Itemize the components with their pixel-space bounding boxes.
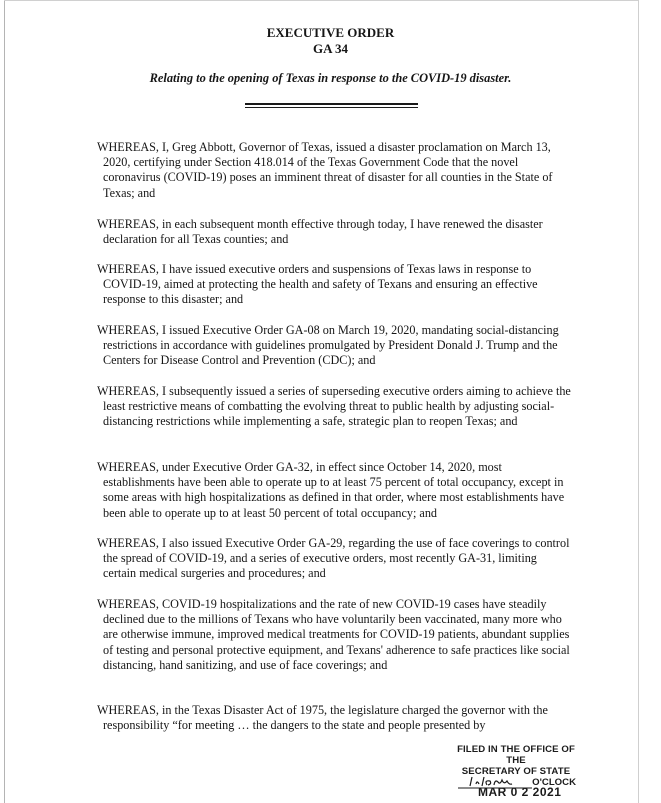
stamp-date: MAR 0 2 2021	[478, 785, 562, 799]
whereas-paragraph-6: WHEREAS, under Executive Order GA-32, in effect since October 14, 2020, most establishments have been able to operate up to at least 75 percent of total occupancy, except in some areas with high hospitalizations as defined in that order, where most establishments have been able to operate up to at least 50 percent of total occupancy; and	[97, 460, 565, 520]
whereas-paragraph-7: WHEREAS, I also issued Executive Order GA-29, regarding the use of face coverings to control the spread of COVID-19, and a series of executive orders, most recently GA-31, limiting certain medical surgeries and procedures; and	[97, 536, 570, 581]
document-subtitle: Relating to the opening of Texas in response to the COVID-19 disaster.	[149, 71, 512, 85]
document-title: EXECUTIVE ORDER	[266, 25, 395, 40]
title-divider-thick	[245, 103, 418, 105]
whereas-paragraph-9: WHEREAS, in the Texas Disaster Act of 1975, the legislature charged the governor with the responsibility “for meeting … the dangers to the state and people presented by	[97, 703, 548, 733]
whereas-paragraph-1: WHEREAS, I, Greg Abbott, Governor of Texas, issued a disaster proclamation on March 13, 2020, certifying under Section 418.014 of the Texas Government Code that the novel coronavirus (COVID-19) poses an imminent threat of disaster for all counties in the State of Texas; and	[97, 140, 553, 200]
page-border-right	[638, 0, 639, 803]
whereas-paragraph-5: WHEREAS, I subsequently issued a series of superseding executive orders aiming to achieve the least restrictive means of combatting the evolving threat to public health by adjusting social-distancing restrictions while implementing a safe, strategic plan to reopen Texas; and	[97, 384, 571, 429]
filing-stamp	[446, 744, 586, 789]
title-divider-thin	[245, 107, 418, 108]
page-border-top	[4, 0, 638, 1]
page-border-left	[4, 0, 5, 803]
stamp-secretary-line: SECRETARY OF STATE	[461, 766, 571, 777]
whereas-paragraph-2: WHEREAS, in each subsequent month effective through today, I have renewed the disaster declaration for all Texas counties; and	[97, 217, 543, 247]
stamp-office-line: FILED IN THE OFFICE OF THE	[457, 744, 575, 766]
whereas-paragraph-4: WHEREAS, I issued Executive Order GA-08 on March 19, 2020, mandating social-distancing restrictions in accordance with guidelines promulgated by President Donald J. Trump and the Centers for Disease Control and Prevention (CDC); and	[97, 323, 559, 368]
whereas-paragraph-3: WHEREAS, I have issued executive orders and suspensions of Texas laws in response to COVID-19, aimed at protecting the health and safety of Texans and ensuring an effective response to this disaster; and	[97, 262, 538, 307]
order-number: GA 34	[312, 41, 349, 56]
stamp-clock-suffix: O'CLOCK	[532, 777, 576, 788]
whereas-paragraph-8: WHEREAS, COVID-19 hospitalizations and the rate of new COVID-19 cases have steadily declined due to the millions of Texans who have voluntarily been vaccinated, many more who are otherwise immune, improved medical treatments for COVID-19 patients, abundant supplies of testing and personal protective equipment, and Texans' adherence to safe practices like social distancing, hand sanitizing, and use of face coverings; and	[97, 597, 570, 672]
